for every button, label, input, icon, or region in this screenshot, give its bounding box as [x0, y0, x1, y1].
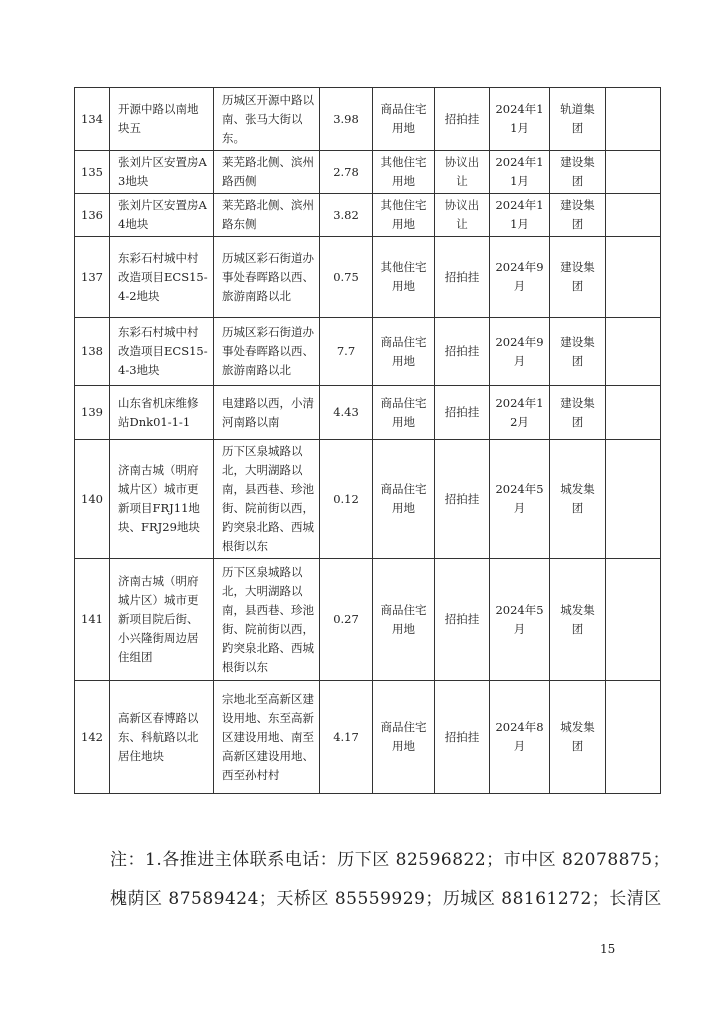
supply-date: 2024年11月 [490, 194, 550, 237]
supply-date: 2024年11月 [490, 151, 550, 194]
plot-location: 莱芜路北侧、滨州路东侧 [214, 194, 320, 237]
plot-name: 东彩石村城中村改造项目ECS15-4-3地块 [110, 318, 214, 386]
land-usage: 其他住宅用地 [373, 151, 435, 194]
responsible-entity: 城发集团 [550, 681, 606, 794]
land-usage: 商品住宅用地 [373, 440, 435, 559]
land-usage: 商品住宅用地 [373, 559, 435, 681]
table-row [75, 559, 661, 681]
responsible-entity: 城发集团 [550, 559, 606, 681]
supply-method: 招拍挂 [435, 237, 490, 318]
plot-location: 莱芜路北侧、滨州路西侧 [214, 151, 320, 194]
row-number: 136 [75, 194, 110, 237]
plot-area: 4.17 [320, 681, 373, 794]
table-row [75, 318, 661, 386]
remarks-cell [606, 151, 661, 194]
plot-name: 张刘片区安置房A3地块 [110, 151, 214, 194]
row-number: 135 [75, 151, 110, 194]
supply-date: 2024年5月 [490, 559, 550, 681]
plot-name: 开源中路以南地块五 [110, 88, 214, 151]
plot-area: 2.78 [320, 151, 373, 194]
remarks-cell [606, 194, 661, 237]
plot-name: 济南古城（明府城片区）城市更新项目院后街、小兴隆街周边居住组团 [110, 559, 214, 681]
supply-date: 2024年12月 [490, 386, 550, 440]
table-row [75, 88, 661, 151]
table-row [75, 681, 661, 794]
responsible-entity: 建设集团 [550, 151, 606, 194]
supply-method: 招拍挂 [435, 88, 490, 151]
plot-location: 历下区泉城路以北，大明湖路以南，县西巷、珍池街、院前街以西，趵突泉北路、西城根街以东 [214, 440, 320, 559]
plot-name: 张刘片区安置房A4地块 [110, 194, 214, 237]
land-usage: 商品住宅用地 [373, 386, 435, 440]
row-number: 139 [75, 386, 110, 440]
land-plot-table [74, 87, 661, 794]
responsible-entity: 建设集团 [550, 318, 606, 386]
plot-name: 高新区春博路以东、科航路以北居住地块 [110, 681, 214, 794]
plot-area: 3.98 [320, 88, 373, 151]
supply-date: 2024年8月 [490, 681, 550, 794]
plot-area: 0.27 [320, 559, 373, 681]
footnote-line-2: 槐荫区 87589424；天桥区 85559929；历城区 88161272；长清区 [110, 889, 662, 909]
supply-method: 招拍挂 [435, 681, 490, 794]
table-row [75, 151, 661, 194]
row-number: 142 [75, 681, 110, 794]
plot-location: 历城区彩石街道办事处春晖路以西、旅游南路以北 [214, 237, 320, 318]
remarks-cell [606, 318, 661, 386]
land-usage: 商品住宅用地 [373, 318, 435, 386]
footnote-line-1: 注：1.各推进主体联系电话：历下区 82596822；市中区 82078875； [110, 850, 671, 870]
plot-area: 3.82 [320, 194, 373, 237]
plot-area: 4.43 [320, 386, 373, 440]
remarks-cell [606, 386, 661, 440]
remarks-cell [606, 681, 661, 794]
plot-area: 7.7 [320, 318, 373, 386]
supply-method: 协议出让 [435, 151, 490, 194]
page-number: 15 [600, 942, 616, 956]
remarks-cell [606, 440, 661, 559]
plot-location: 电建路以西，小清河南路以南 [214, 386, 320, 440]
row-number: 140 [75, 440, 110, 559]
land-usage: 其他住宅用地 [373, 237, 435, 318]
supply-date: 2024年5月 [490, 440, 550, 559]
responsible-entity: 建设集团 [550, 386, 606, 440]
table-row [75, 194, 661, 237]
row-number: 134 [75, 88, 110, 151]
plot-location: 历城区彩石街道办事处春晖路以西、旅游南路以北 [214, 318, 320, 386]
row-number: 141 [75, 559, 110, 681]
supply-date: 2024年11月 [490, 88, 550, 151]
table-row [75, 440, 661, 559]
table-row [75, 237, 661, 318]
row-number: 137 [75, 237, 110, 318]
plot-name: 东彩石村城中村改造项目ECS15-4-2地块 [110, 237, 214, 318]
supply-date: 2024年9月 [490, 318, 550, 386]
table-row [75, 386, 661, 440]
responsible-entity: 城发集团 [550, 440, 606, 559]
row-number: 138 [75, 318, 110, 386]
land-usage: 其他住宅用地 [373, 194, 435, 237]
remarks-cell [606, 237, 661, 318]
land-usage: 商品住宅用地 [373, 88, 435, 151]
plot-location: 历下区泉城路以北，大明湖路以南，县西巷、珍池街、院前街以西，趵突泉北路、西城根街以东 [214, 559, 320, 681]
supply-date: 2024年9月 [490, 237, 550, 318]
supply-method: 协议出让 [435, 194, 490, 237]
plot-location: 历城区开源中路以南、张马大街以东。 [214, 88, 320, 151]
supply-method: 招拍挂 [435, 559, 490, 681]
remarks-cell [606, 559, 661, 681]
land-usage: 商品住宅用地 [373, 681, 435, 794]
plot-area: 0.75 [320, 237, 373, 318]
responsible-entity: 轨道集团 [550, 88, 606, 151]
remarks-cell [606, 88, 661, 151]
plot-location: 宗地北至高新区建设用地、东至高新区建设用地、南至高新区建设用地、西至孙村村 [214, 681, 320, 794]
supply-method: 招拍挂 [435, 318, 490, 386]
plot-name: 济南古城（明府城片区）城市更新项目FRJ11地块、FRJ29地块 [110, 440, 214, 559]
plot-area: 0.12 [320, 440, 373, 559]
responsible-entity: 建设集团 [550, 237, 606, 318]
supply-method: 招拍挂 [435, 386, 490, 440]
plot-name: 山东省机床维修站Dnk01-1-1 [110, 386, 214, 440]
responsible-entity: 建设集团 [550, 194, 606, 237]
supply-method: 招拍挂 [435, 440, 490, 559]
